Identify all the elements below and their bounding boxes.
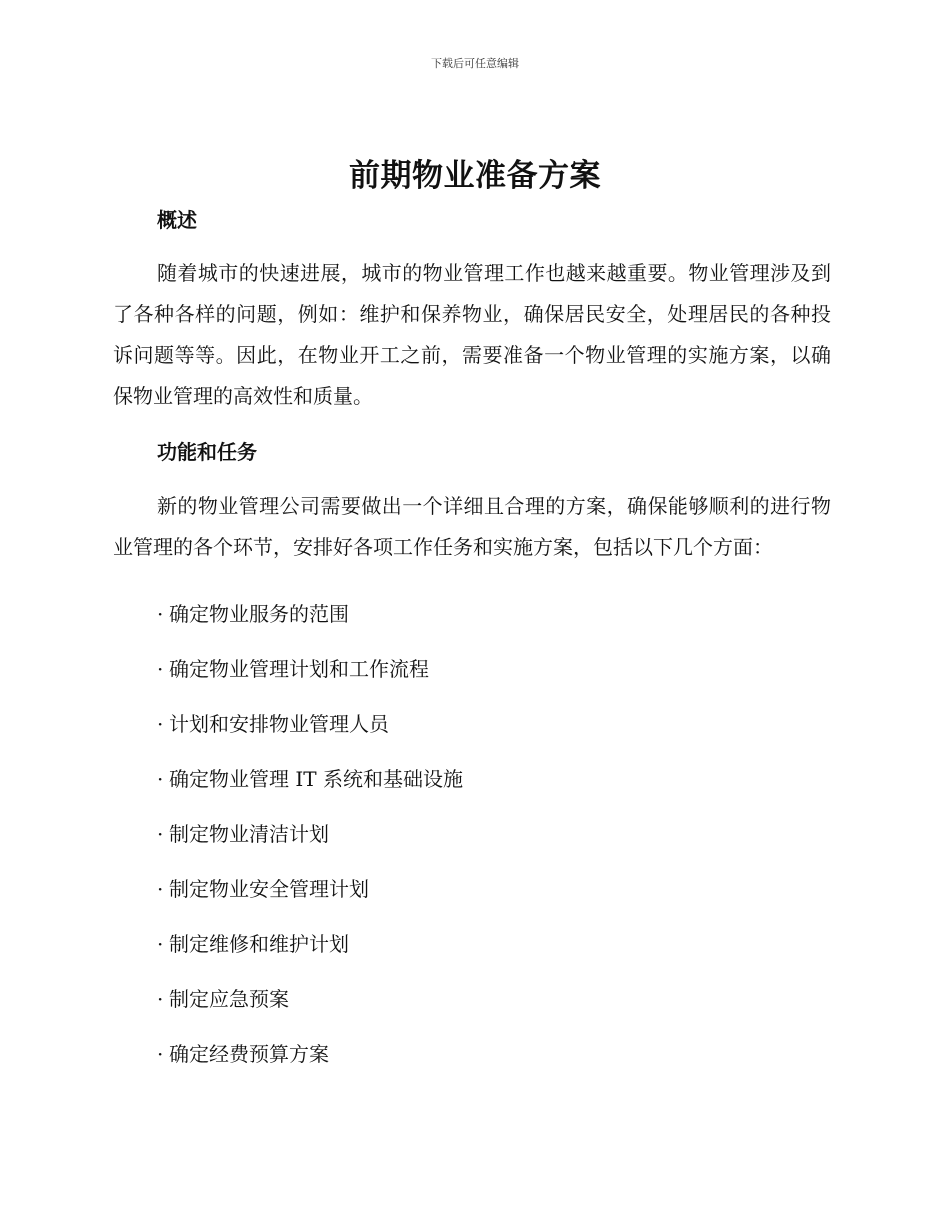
list-item-text: 制定应急预案 xyxy=(169,987,289,1011)
bullet-icon: · xyxy=(157,877,164,901)
bullet-icon: · xyxy=(157,1042,164,1066)
section-paragraph-overview: 随着城市的快速进展，城市的物业管理工作也越来越重要。物业管理涉及到了各种各样的问题，例如：维护和保养物业，确保居民安全，处理居民的各种投诉问题等等。因此，在物业开工之前，需要准备一个物业管理的实施方案，以确保物业管理的高效性和质量。 xyxy=(113,261,831,408)
list-item-text: 确定物业管理计划和工作流程 xyxy=(169,657,429,681)
list-item-text: 制定物业安全管理计划 xyxy=(169,877,369,901)
bullet-icon: · xyxy=(157,767,164,791)
list-item-text: 计划和安排物业管理人员 xyxy=(169,712,389,736)
list-item xyxy=(113,862,831,917)
list-item-text: 制定维修和维护计划 xyxy=(169,932,349,956)
bullet-icon: · xyxy=(157,987,164,1011)
bullet-icon: · xyxy=(157,657,164,681)
list-item xyxy=(113,587,831,642)
bullet-icon: · xyxy=(157,602,164,626)
list-item xyxy=(113,752,831,807)
bullet-icon: · xyxy=(157,932,164,956)
list-item xyxy=(113,1027,831,1082)
document-title: 前期物业准备方案 xyxy=(349,158,601,194)
section-heading-overview: 概述 xyxy=(157,208,197,232)
list-item-text: 确定经费预算方案 xyxy=(169,1042,329,1066)
list-item xyxy=(113,642,831,697)
list-item-text: 确定物业服务的范围 xyxy=(169,602,349,626)
list-item xyxy=(113,917,831,972)
bullet-icon: · xyxy=(157,712,164,736)
header-note: 下载后可任意编辑 xyxy=(431,57,519,70)
document-body xyxy=(113,200,831,1082)
section-paragraph-functions: 新的物业管理公司需要做出一个详细且合理的方案，确保能够顺利的进行物业管理的各个环节，安排好各项工作任务和实施方案，包括以下几个方面： xyxy=(113,494,831,559)
task-list xyxy=(113,587,831,1082)
list-item-text: 制定物业清洁计划 xyxy=(169,822,329,846)
section-heading-functions: 功能和任务 xyxy=(157,440,257,464)
list-item xyxy=(113,972,831,1027)
bullet-icon: · xyxy=(157,822,164,846)
list-item-text: 确定物业管理 IT 系统和基础设施 xyxy=(169,767,463,791)
list-item xyxy=(113,807,831,862)
list-item xyxy=(113,697,831,752)
